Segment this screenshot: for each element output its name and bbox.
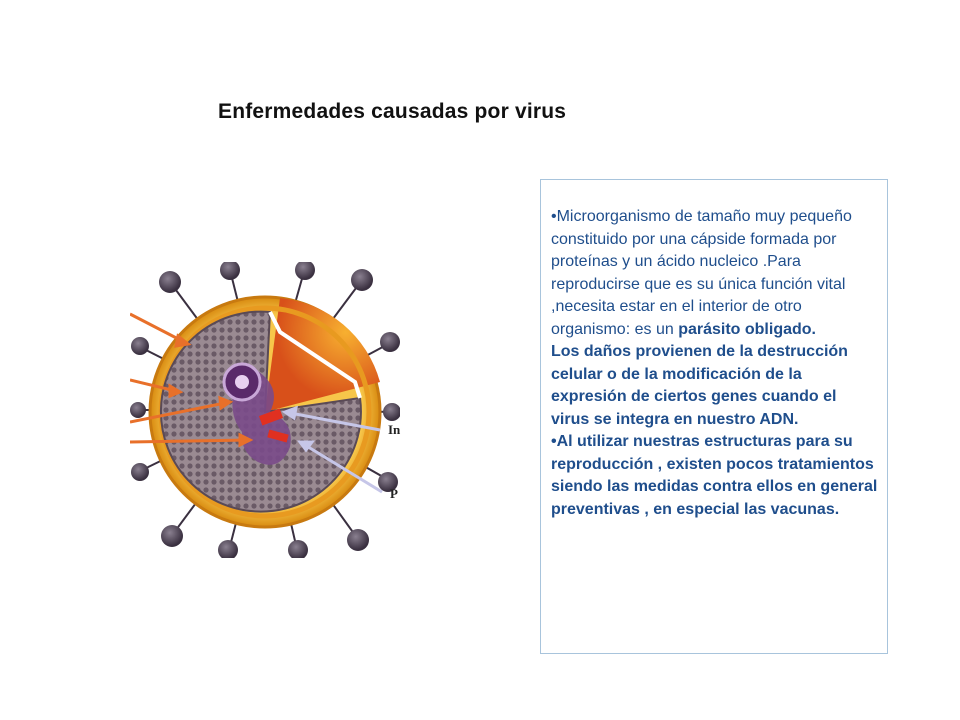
bullet-1 — [551, 206, 879, 341]
description-text-box — [540, 179, 888, 654]
bullet-1-text: •Microorganismo de tamaño muy pequeño constituido por una cápside formada por proteínas y un ácido nucleico .Para reproducirse que es su única función vital ,necesita estar en el interior de otro organismo: es un — [551, 208, 852, 338]
figure-label-bottom: P — [390, 486, 398, 501]
figure-label-top: In — [388, 422, 401, 437]
bullet-2: •Al utilizar nuestras estructuras para su reproducción , existen pocos tratamientos siendo las medidas contra ellos en general preventivas , en especial las vacunas. — [551, 433, 878, 518]
bullet-1-emphasis: parásito obligado. — [678, 320, 816, 338]
virus-illustration — [130, 262, 400, 558]
slide-title: Enfermedades causadas por virus — [218, 100, 567, 123]
paragraph-2: Los daños provienen de la destrucción celular o de la modificación de la expresión de ciertos genes cuando el virus se integra en nuestro ADN. — [551, 343, 848, 428]
